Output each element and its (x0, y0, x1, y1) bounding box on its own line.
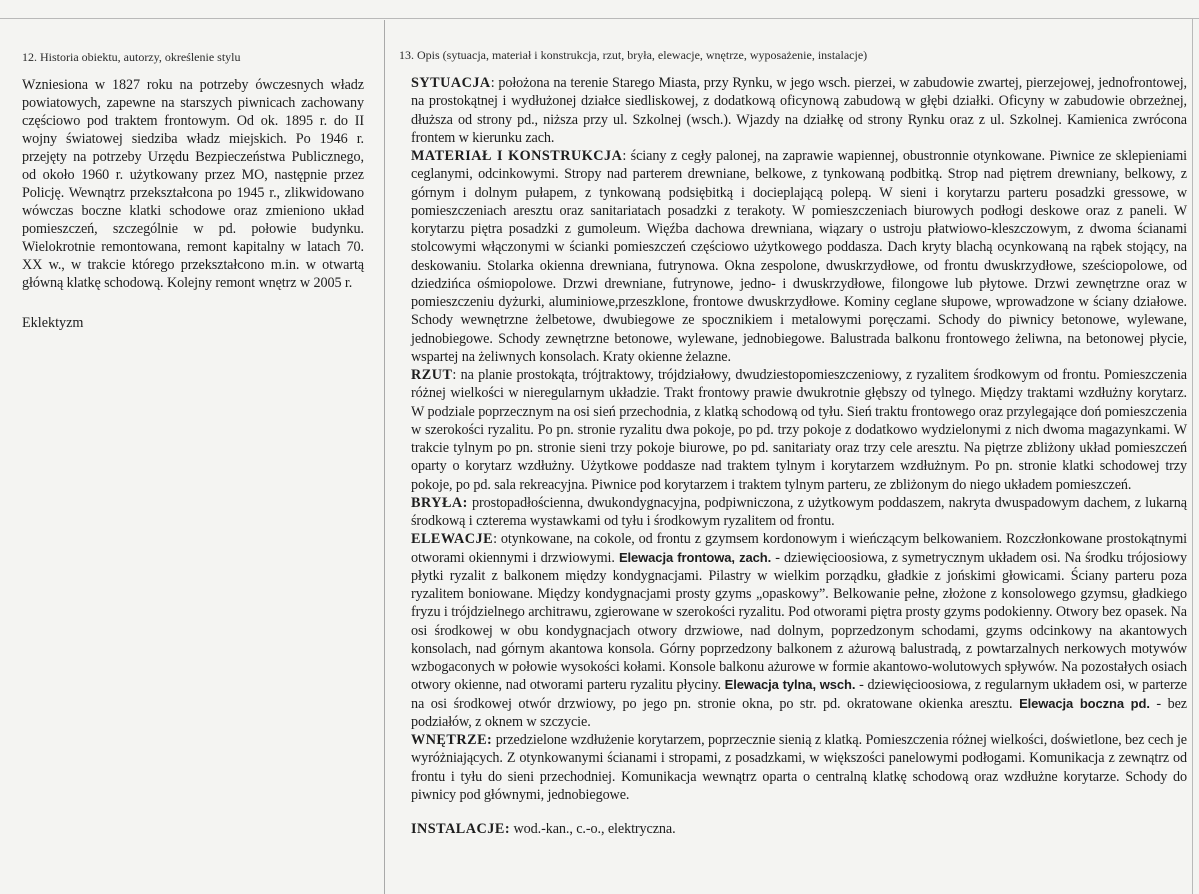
history-paragraph: Wzniesiona w 1827 roku na potrzeby ówczesnych władz powiatowych, zapewne na starszych piwnicach zachowany częściowo pod traktem frontowym. Od ok. 1895 r. do II wojny światowej siedziba władz miejskich. Po 1946 r. przejęty na potrzeby Urzędu Bezpieczeństwa Publicznego, od około 1960 r. użytkowany przez MO, następnie przez Policję. Wewnątrz przekształcona po 1945 r., zlikwidowano wówczas boczne klatki schodowe oraz zmieniono układ pomieszczeń, szczególnie w pd. połowie budynku. Wielokrotnie remontowana, remont kapitalny w latach 70. XX w., w trakcie którego przekształcono m.in. w otwartą główną klatkę schodową. Kolejny remont wnętrz w 2005 r. (22, 77, 364, 291)
elewacja-frontowa-label: Elewacja frontowa, zach. (618, 549, 772, 565)
elewacje-text-4: - bez podziałów, z oknem w szczycie. (411, 695, 1187, 730)
wnetrze-paragraph (411, 731, 1187, 804)
sytuacja-paragraph (411, 74, 1187, 147)
elewacje-text-2: - dziewięcioosiowa, z symetrycznym układem osi. Na środku trójosiowy płytki ryzalit z balkonem między kondygnacjami. Pilastry w wielkim porządku, gładkie z jońskimi głowicami. Ściany parteru poza ryzalitem boniowane. Między kondygnacjami prosty gzyms „opaskowy”. Belkowanie pełne, złożone z konsolowego gzymsu, gładkiego fryzu i trójdzielnego architrawu, zgierowane w szerokości ryzalitu. Pod otworami piętra prosty gzyms podokienny. Otwory bez opasek. Na osi środkowej w obu kondygnacjach otwory drzwiowe, nad dolnym, poprzedzonym schodami, gzyms odcinkowy na akantowych konsolach, nad górnym akantowa konsola. Górny poprzedzony balkonem z ażurową balustradą, z powtarzalnych nerkowych motywów wzbogaconych w połowie wysokości kołami. Konsole balkonu ażurowe w formie akantowo-wolutowych spływów. Na pozostałych osiach otwory okienne, nad otworami parteru ryzalitu płyciny. (411, 549, 1187, 694)
material-text: : ściany z cegły palonej, na zaprawie wapiennej, obustronnie otynkowane. Piwnice ze sklepieniami ceglanymi, odcinkowymi. Stropy nad parterem drewniane, belkowe, z tynkowaną podbitką. Strop nad piętrem drewniany, belkowy, z górnym i dolnym pułapem, z tynkowaną podsiębitką i docieplającą polepą. W sieni i korytarzu parteru posadzki gressowe, w pomieszczeniach aresztu oraz sanitariatach posadzki z terakoty. W pomieszczeniach biurowych podłogi deskowe oraz z paneli. W korytarzu piętra posadzki z gumoleum. Więźba dachowa drewniana, wiązary o ustroju płatwiowo-kleszczowym, z dwoma ścianami stolcowymi włączonymi w ścianki pomieszczeń częściowo użytkowego poddasza. Dach kryty blachą ocynkowaną na rąbek stojący, na deskowaniu. Stolarka okienna drewniana, futrynowa. Okna zespolone, dwuskrzydłowe, od frontu dwuskrzydłowe, sześciopolowe, od dziedzińca ośmiopolowe. Drzwi drewniane, futrynowe, jedno- i dwuskrzydłowe, filongowe lub płytowe. Drzwi zewnętrzne oraz w pomieszczeniu dyżurki, aluminiowe,przeszklone, frontowe dwuskrzydłowe. Kominy ceglane słupowe, wprowadzone w ściany działowe. Schody wewnętrzne żelbetowe, dwubiegowe ze spocznikiem i metalowymi poręczami. Schody do piwnicy betonowe, wylewane, jednobiegowe. Schody zewnętrzne betonowe, wylewane, jednobiegowe. Balustrada balkonu frontowego żeliwna, na betonowej płycie, wspartej na żeliwnych konsolach. Kraty okienne żelazne. (411, 148, 1187, 365)
description-body (399, 74, 1187, 838)
instalacje-label: INSTALACJE: (411, 821, 511, 837)
instalacje-text: wod.-kan., c.-o., elektryczna. (510, 821, 676, 837)
elewacje-text-3: - dziewięcioosiowa, z regularnym układem osi, w parterze na osi środkowej otwór drzwiowy, po jego pn. stronie okna, po str. pd. okratowane okienka aresztu. (411, 677, 1187, 712)
wnetrze-text: przedzielone wzdłużenie korytarzem, poprzecznie sienią z klatką. Pomieszczenia różnej wielkości, doświetlone, bez cech je wyróżniających. Z otynkowanymi ścianami i stropami, z posadzkami, w większości panelowymi podłogami. Komunikacja z zewnątrz od frontu i tyłu do sieni przechodniej. Komunikacja wewnątrz oparta o centralną klatkę schodową oraz wzdłużne korytarze. Schody do piwnicy pod głównymi, jednobiegowe. (411, 732, 1187, 803)
instalacje-paragraph (411, 820, 1187, 838)
column-divider (384, 20, 385, 894)
rzut-paragraph (411, 366, 1187, 494)
bryla-paragraph (411, 494, 1187, 531)
elewacja-boczna-label: Elewacja boczna pd. (1019, 695, 1150, 711)
style-label: Eklektyzm (22, 315, 84, 331)
sytuacja-label: SYTUACJA (411, 75, 491, 91)
elewacje-text-1: : otynkowane, na cokole, od frontu z gzymsem kordonowym i wieńczącym belkowaniem. Rozczłonkowane prostokątnymi otworami okiennymi i drzwiowymi. (411, 531, 1187, 566)
history-heading: 12. Historia obiektu, autorzy, określenie stylu (22, 50, 241, 64)
sytuacja-text: : położona na terenie Starego Miasta, przy Rynku, w jego wsch. pierzei, w zabudowie zwartej, pierzejowej, jednofrontowej, na prostokątnej i wydłużonej działce siedliskowej, z dodatkową oficynową zabudową w głębi działki. Oficyny w zabudowie obrzeżnej, dłuższa od strony pd., niższa przy ul. Szkolnej (wsch.). Wjazdy na działkę od strony Rynku oraz z ul. Szkolnej. Kamienica zwrócona frontem w kierunku zach. (411, 75, 1187, 146)
elewacje-label: ELEWACJE (411, 531, 494, 548)
description-heading: 13. Opis (sytuacja, materiał i konstrukcja, rzut, bryła, elewacje, wnętrze, wyposażenie, instalacje) (399, 48, 868, 62)
rzut-label: RZUT (411, 367, 453, 383)
history-column (22, 50, 364, 332)
wnetrze-label: WNĘTRZE: (411, 732, 493, 748)
elewacja-tylna-label: Elewacja tylna, wsch. (724, 677, 856, 693)
description-column (399, 48, 1187, 838)
bryla-text: prostopadłościenna, dwukondygnacyjna, podpiwniczona, z użytkowym poddaszem, nakryta dwuspadowym dachem, z lukarną środkową i czterema wystawkami od tyłu i środkowym ryzalitem od frontu. (411, 494, 1187, 529)
bryla-label: BRYŁA: (411, 494, 468, 511)
material-paragraph (411, 147, 1187, 366)
elewacje-paragraph (411, 530, 1187, 731)
right-edge-rule (1192, 18, 1193, 894)
rzut-text: : na planie prostokąta, trójtraktowy, trójdziałowy, dwudziestopomieszczeniowy, z ryzalitem środkowym od frontu. Pomieszczenia różnej wielkości w nieregularnym układzie. Trakt frontowy prawie dwukrotnie głębszy od tylnego. Między traktami wzdłużny korytarz. W podziale poprzecznym na osi sień przechodnia, z klatką schodową od tyłu. Sień traktu frontowego oraz przylegające doń pomieszczenia w szerokości ryzalitu. Po pn. stronie ryzalitu dwa pokoje, po pd. trzy pokoje z dodatkowo wydzielonymi z nich dwoma magazynkami. W trakcie tylnym po pn. stronie sieni trzy pokoje biurowe, po pd. sanitariaty oraz trzy cele aresztu. Na piętrze zbliżony układ pomieszczeń oparty o korytarz wzdłużny. Użytkowe poddasze nad traktem tylnym i korytarzem wzdłużnym. Po pn. stronie klatki schodowej trzy pokoje, po pd. sala rekreacyjna. Piwnice pod korytarzem i traktem tylnym parteru, ze zbliżonym do niego układem pomieszczeń. (411, 367, 1187, 493)
material-label: MATERIAŁ I KONSTRUKCJA (411, 148, 623, 164)
top-rule (0, 18, 1199, 19)
